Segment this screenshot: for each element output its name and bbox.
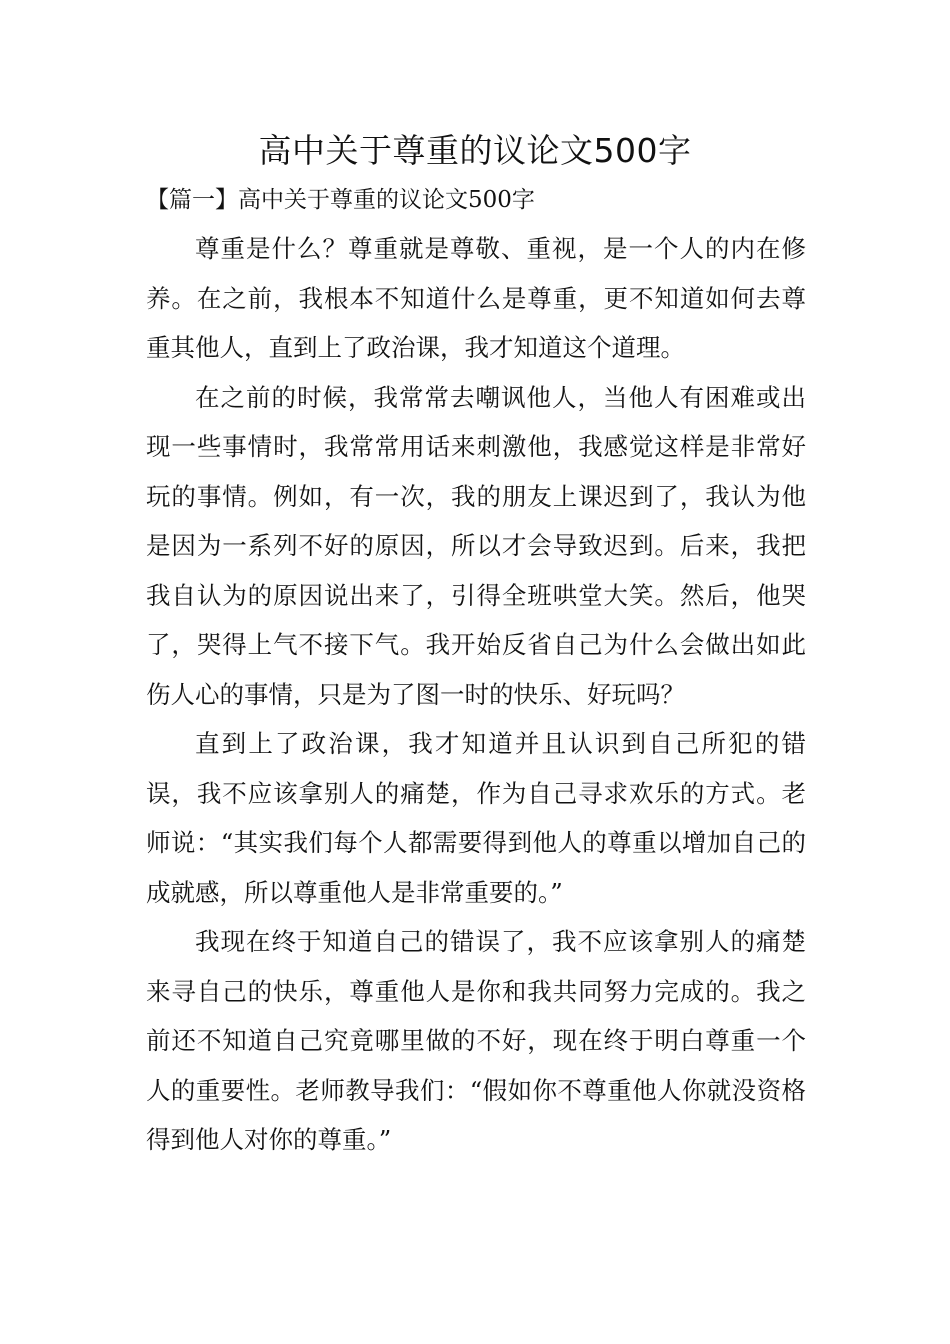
paragraph-4: 我现在终于知道自己的错误了，我不应该拿别人的痛楚来寻自己的快乐，尊重他人是你和我共同努力完成的。我之前还不知道自己究竟哪里做的不好，现在终于明白尊重一个人的重要性。老师教导我们：“假如你不尊重他人你就没资格得到他人对你的尊重。” bbox=[146, 927, 806, 1154]
document-body bbox=[146, 224, 806, 1165]
paragraph-1: 尊重是什么？尊重就是尊敬、重视，是一个人的内在修养。在之前，我根本不知道什么是尊重，更不知道如何去尊重其他人，直到上了政治课，我才知道这个道理。 bbox=[146, 234, 806, 362]
paragraph-3: 直到上了政治课，我才知道并且认识到自己所犯的错误，我不应该拿别人的痛楚，作为自己寻求欢乐的方式。老师说：“其实我们每个人都需要得到他人的尊重以增加自己的成就感，所以尊重他人是非常重要的。” bbox=[146, 729, 806, 907]
document-title: 高中关于尊重的议论文500字 bbox=[258, 131, 692, 170]
paragraph-2: 在之前的时候，我常常去嘲讽他人，当他人有困难或出现一些事情时，我常常用话来刺激他，我感觉这样是非常好玩的事情。例如，有一次，我的朋友上课迟到了，我认为他是因为一系列不好的原因，所以才会导致迟到。后来，我把我自认为的原因说出来了，引得全班哄堂大笑。然后，他哭了，哭得上气不接下气。我开始反省自己为什么会做出如此伤人心的事情，只是为了图一时的快乐、好玩吗？ bbox=[146, 382, 806, 709]
section-heading: 【篇一】高中关于尊重的议论文500字 bbox=[146, 187, 535, 213]
